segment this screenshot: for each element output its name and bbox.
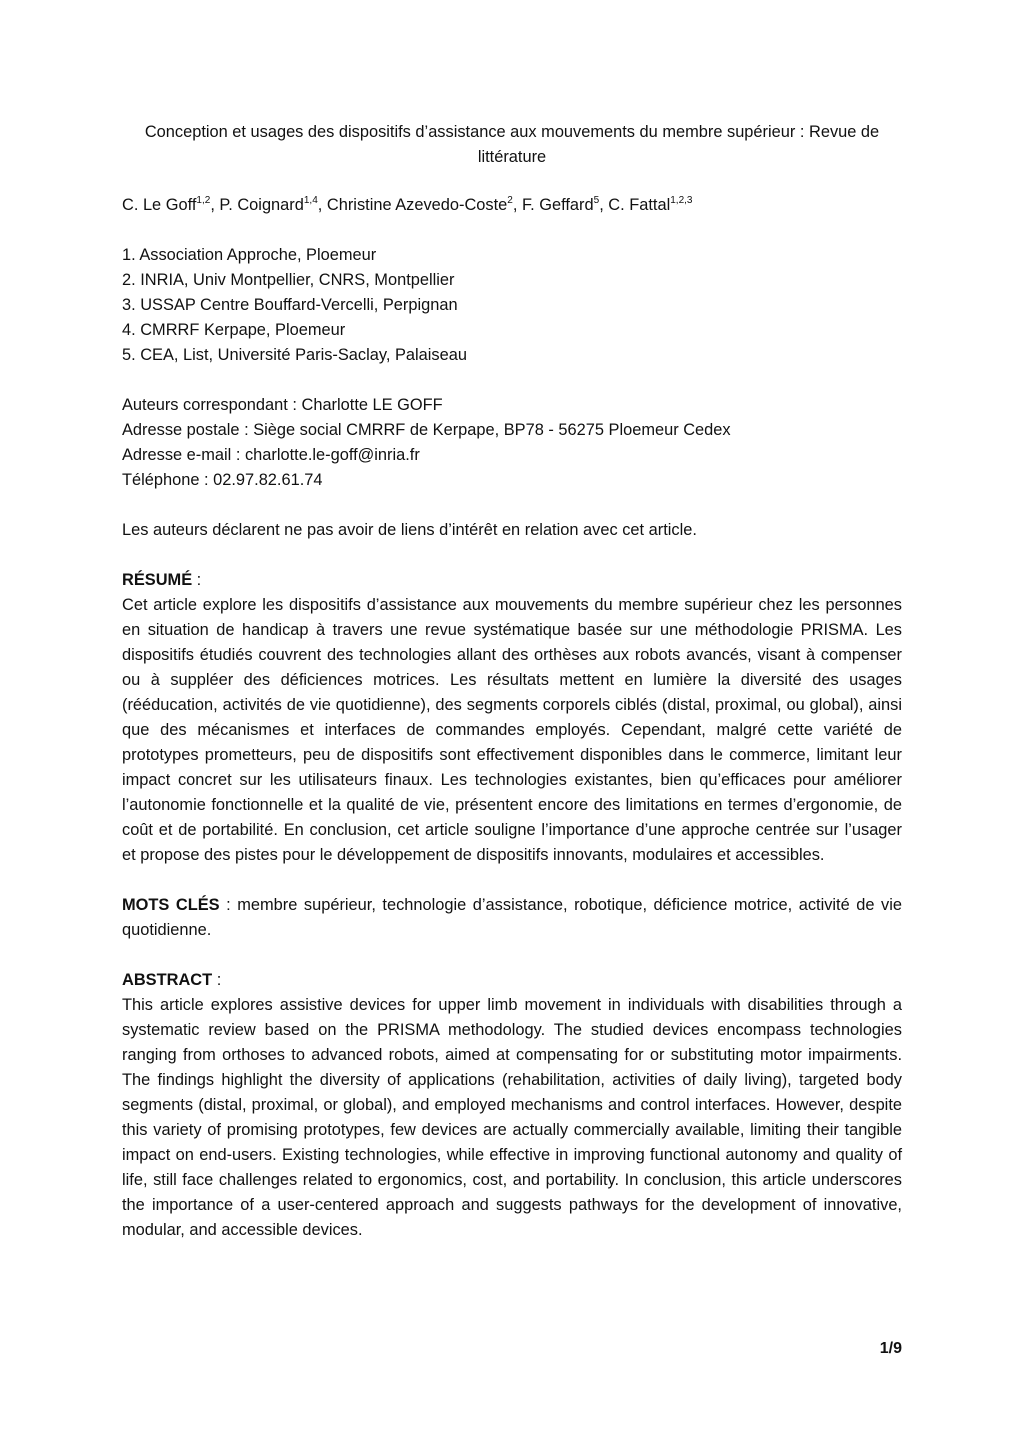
- contact-block: [122, 393, 902, 493]
- resume-section: [122, 568, 902, 868]
- author-name: C. Le Goff: [122, 196, 197, 214]
- author-name: F. Geffard: [521, 196, 594, 214]
- abstract-section: [122, 968, 902, 1243]
- affiliation-item: 5. CEA, List, Université Paris-Saclay, Palaiseau: [122, 346, 467, 364]
- resume-heading-line: [122, 568, 902, 593]
- affiliation-item: 4. CMRRF Kerpape, Ploemeur: [122, 321, 346, 339]
- resume-heading-sep: :: [192, 571, 202, 589]
- affiliation-list: [122, 243, 902, 368]
- author-affiliation-marker: 5: [593, 194, 600, 206]
- keywords-section: [122, 893, 902, 943]
- author-affiliation-marker: 1,4: [303, 194, 318, 206]
- author-list: C. Le Goff$^{1,2}$, P. Coignard$^{1,4}$, Christine Azevedo-Coste$^2$, F. Geffard$^5$, C. Fattal$^{1,2,3}$: [122, 194, 693, 214]
- corresponding-author: Auteurs correspondant : Charlotte LE GOFF: [122, 396, 443, 414]
- abstract-heading-sep: :: [212, 971, 222, 989]
- page-number: 1/9: [879, 1340, 902, 1357]
- author-affiliation-marker: 1,2: [196, 194, 211, 206]
- keywords-text: : membre supérieur, technologie d’assistance, robotique, déficience motrice, activité de vie quotidienne.: [122, 896, 902, 939]
- resume-heading: RÉSUMÉ: [122, 571, 193, 589]
- author-name: C. Fattal: [608, 196, 671, 214]
- postal-address: Adresse postale : Siège social CMRRF de Kerpape, BP78 - 56275 Ploemeur Cedex: [122, 421, 731, 439]
- page-content: [122, 120, 902, 1268]
- affiliation-item: 1. Association Approche, Ploemeur: [122, 246, 377, 264]
- paper-title: Conception et usages des dispositifs d’assistance aux mouvements du membre supérieur : Revue de littérature: [144, 123, 880, 166]
- email-address: Adresse e-mail : charlotte.le-goff@inria.fr: [122, 446, 420, 464]
- phone-number: Téléphone : 02.97.82.61.74: [122, 471, 323, 489]
- abstract-text: This article explores assistive devices for upper limb movement in individuals with disabilities through a systematic review based on the PRISMA methodology. The studied devices encompass technologies ranging from orthoses to advanced robots, aimed at compensating for or substituting motor impairments. The findings highlight the diversity of applications (rehabilitation, activities of daily living), targeted body segments (distal, proximal, or global), and employed mechanisms and control interfaces. However, despite this variety of promising prototypes, few devices are actually commercially available, limiting their tangible impact on end-users. Existing technologies, while effective in improving functional autonomy and quality of life, still face challenges related to ergonomics, cost, and portability. In conclusion, this article underscores the importance of a user-centered approach and suggests pathways for the development of innovative, modular, and accessible devices.: [122, 996, 902, 1239]
- author-affiliation-marker: 2: [507, 194, 513, 206]
- author-affiliation-marker: 1,2,3: [670, 194, 693, 206]
- affiliation-item: 3. USSAP Centre Bouffard-Vercelli, Perpignan: [122, 296, 458, 314]
- abstract-heading: ABSTRACT: [122, 971, 213, 989]
- keywords-heading: MOTS CLÉS: [122, 896, 220, 914]
- author-name: Christine Azevedo-Coste: [326, 196, 508, 214]
- conflict-statement: Les auteurs déclarent ne pas avoir de liens d’intérêt en relation avec cet article.: [122, 521, 697, 539]
- author-name: P. Coignard: [219, 196, 304, 214]
- abstract-heading-line: [122, 968, 902, 993]
- affiliation-item: 2. INRIA, Univ Montpellier, CNRS, Montpellier: [122, 271, 455, 289]
- resume-text: Cet article explore les dispositifs d’assistance aux mouvements du membre supérieur chez les personnes en situation de handicap à travers une revue systématique basée sur une méthodologie PRISMA. Les dispositifs étudiés couvrent des technologies allant des orthèses aux robots avancés, visant à compenser ou à suppléer des déficiences motrices. Les résultats mettent en lumière la diversité des usages (rééducation, activités de vie quotidienne), des segments corporels ciblés (distal, proximal, ou global), ainsi que des mécanismes et interfaces de commandes employés. Cependant, malgré cette variété de prototypes prometteurs, peu de dispositifs sont effectivement disponibles dans le commerce, limitant leur impact concret sur les utilisateurs finaux. Les technologies existantes, bien qu’efficaces pour améliorer l’autonomie fonctionnelle et la qualité de vie, présentent encore des limitations en termes d’ergonomie, de coût et de portabilité. En conclusion, cet article souligne l’importance d’une approche centrée sur l’usager et propose des pistes pour le développement de dispositifs innovants, modulaires et accessibles.: [122, 596, 902, 864]
